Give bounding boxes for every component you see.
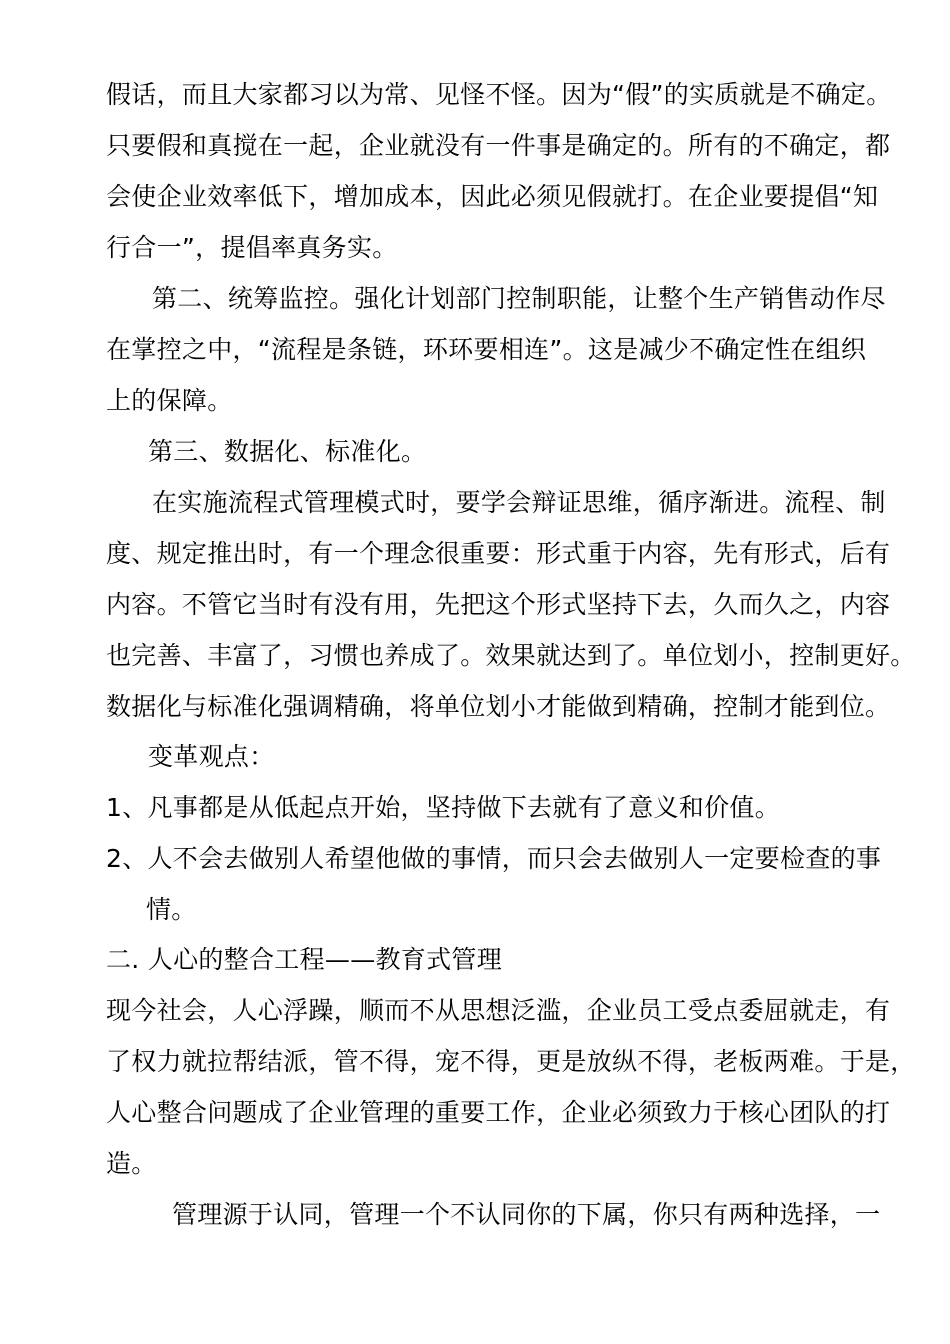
text-line: 假话，而且大家都习以为常、见怪不怪。因为“假”的实质就是不确定。 — [106, 80, 892, 109]
text-line: 了权力就拉帮结派，管不得，宠不得，更是放纵不得，老板两难。于是， — [106, 1047, 916, 1076]
text-line: 人心整合问题成了企业管理的重要工作，企业必须致力于核心团队的打 — [106, 1098, 891, 1127]
text-line: 只要假和真搅在一起，企业就没有一件事是确定的。所有的不确定，都 — [106, 131, 891, 160]
text-line: 行合一”，提倡率真务实。 — [106, 233, 398, 262]
text-line: 上的保障。 — [106, 386, 233, 415]
paragraph-first-line: 管理源于认同，管理一个不认同你的下属，你只有两种选择，一 — [172, 1200, 881, 1229]
paragraph-first-line: 在实施流程式管理模式时，要学会辩证思维，循序渐进。流程、制 — [152, 488, 886, 517]
text-line: 造。 — [106, 1149, 157, 1178]
text-line: 会使企业效率低下，增加成本，因此必须见假就打。在企业要提倡“知 — [106, 182, 879, 211]
section-heading: 二. 人心的整合工程——教育式管理 — [106, 945, 502, 974]
text-line: 内容。不管它当时有没有用，先把这个形式坚持下去，久而久之，内容 — [106, 590, 891, 619]
list-item-continuation: 情。 — [146, 895, 197, 924]
list-item: 1、凡事都是从低起点开始，坚持做下去就有了意义和价值。 — [106, 793, 781, 822]
text-line: 度、规定推出时，有一个理念很重要：形式重于内容，先有形式，后有 — [106, 539, 891, 568]
paragraph-first-line: 第二、统筹监控。强化计划部门控制职能，让整个生产销售动作尽 — [152, 284, 886, 313]
text-line: 数据化与标准化强调精确，将单位划小才能做到精确，控制才能到位。 — [106, 692, 891, 721]
list-heading: 变革观点： — [148, 742, 275, 771]
section-subheading: 第三、数据化、标准化。 — [148, 437, 427, 466]
text-line: 现今社会，人心浮躁，顺而不从思想泛滥，企业员工受点委屈就走，有 — [106, 996, 891, 1025]
list-item: 2、人不会去做别人希望他做的事情，而只会去做别人一定要检查的事 — [106, 844, 882, 873]
text-line: 在掌控之中，“流程是条链，环环要相连”。这是减少不确定性在组织 — [106, 335, 867, 364]
text-line: 也完善、丰富了，习惯也养成了。效果就达到了。单位划小，控制更好。 — [106, 641, 916, 670]
